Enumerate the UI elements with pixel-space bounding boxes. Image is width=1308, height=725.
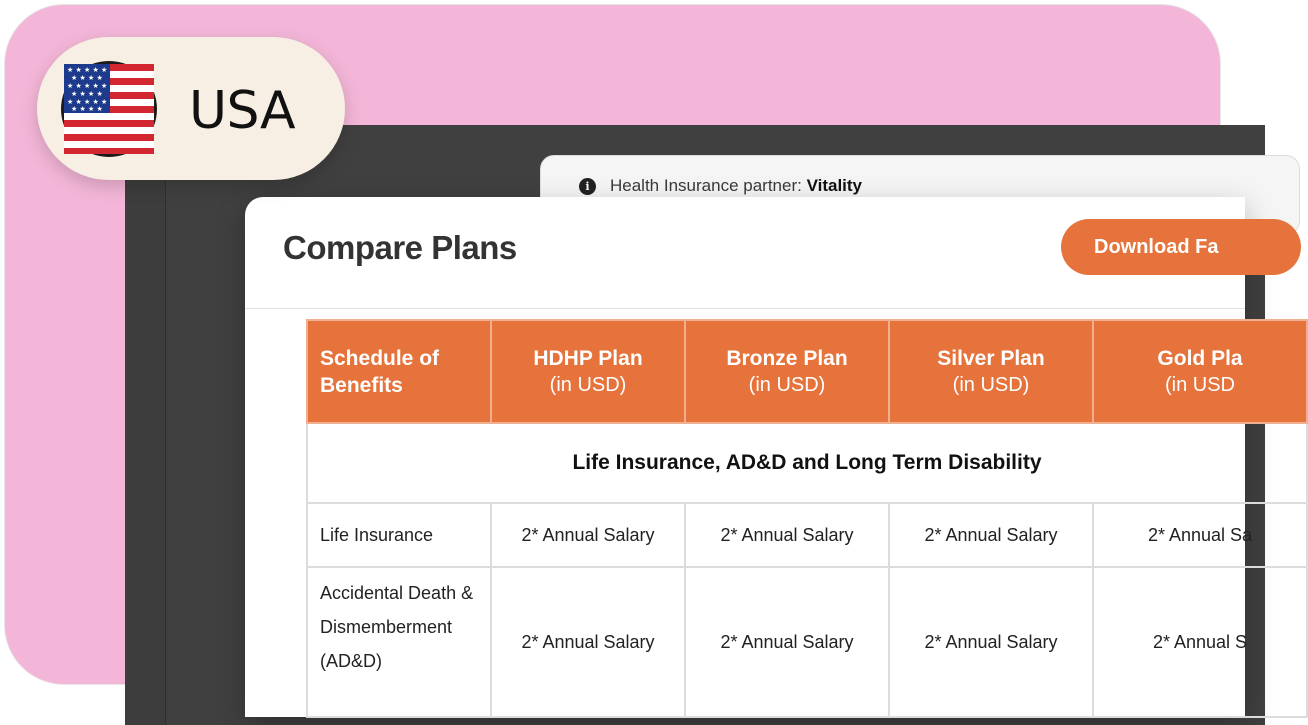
- section-row: [307, 423, 1307, 503]
- cell-value: 2* Annual Salary: [889, 503, 1093, 567]
- cell-value: 2* Annual Sa: [1093, 503, 1307, 567]
- download-button[interactable]: Download Fa: [1061, 219, 1301, 275]
- row-label: Accidental Death & Dismemberment (AD&D): [307, 567, 491, 717]
- table-row: [307, 503, 1307, 567]
- cell-value: 2* Annual Salary: [491, 503, 685, 567]
- info-icon: i: [579, 178, 596, 195]
- screenshot-frame: [4, 4, 1253, 685]
- compare-plans-modal: [245, 197, 1253, 717]
- header-schedule: Schedule of Benefits: [307, 320, 491, 423]
- header-bronze: Bronze Plan (in USD): [685, 320, 889, 423]
- svg-text:★ ★ ★ ★: ★ ★ ★ ★: [71, 105, 103, 113]
- cell-value: 2* Annual Salary: [685, 503, 889, 567]
- modal-title: Compare Plans: [283, 229, 517, 266]
- partner-name: Vitality: [806, 176, 863, 195]
- cell-value: 2* Annual Salary: [685, 567, 889, 717]
- table-row: [307, 567, 1307, 717]
- header-silver: Silver Plan (in USD): [889, 320, 1093, 423]
- row-label: Life Insurance: [307, 503, 491, 567]
- cell-value: 2* Annual Salary: [491, 567, 685, 717]
- section-title: Life Insurance, AD&D and Long Term Disability: [307, 423, 1307, 503]
- svg-text:★ ★ ★ ★: ★ ★ ★ ★: [71, 74, 103, 82]
- country-badge: [37, 37, 345, 180]
- cell-value: 2* Annual Salary: [889, 567, 1093, 717]
- partner-text: [610, 176, 862, 196]
- plans-table: [306, 319, 1308, 718]
- svg-text:★ ★ ★ ★ ★: ★ ★ ★ ★ ★: [67, 66, 108, 74]
- svg-text:★ ★ ★ ★ ★: ★ ★ ★ ★ ★: [67, 82, 108, 90]
- svg-text:★ ★ ★ ★: ★ ★ ★ ★: [71, 90, 103, 98]
- us-flag-icon: [61, 61, 157, 157]
- header-gold: Gold Pla (in USD: [1093, 320, 1307, 423]
- table-header-row: [307, 320, 1307, 423]
- partner-label: Health Insurance partner:: [610, 176, 802, 195]
- header-hdhp: HDHP Plan (in USD): [491, 320, 685, 423]
- modal-header: [245, 197, 1245, 309]
- cell-value: 2* Annual S: [1093, 567, 1307, 717]
- svg-text:★ ★ ★ ★ ★: ★ ★ ★ ★ ★: [67, 98, 108, 106]
- country-name: USA: [189, 81, 296, 141]
- partner-line: [579, 176, 862, 196]
